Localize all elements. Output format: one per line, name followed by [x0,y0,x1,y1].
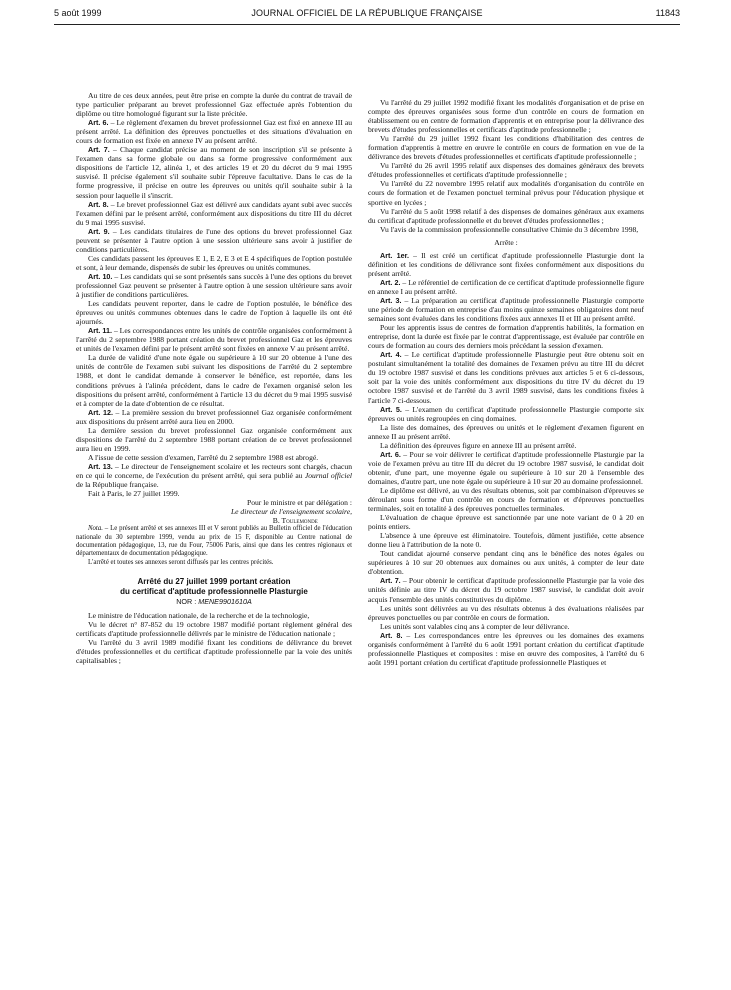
visa: Vu l'arrêté du 29 juillet 1992 modifié fixant les modalités d'organisation et de prise en compte des épreuves organisées sous forme d'un contrôle en cours de formation en établissement ou en centre de formation d'apprentis et en entreprise pour la délivrance des brevets d'études professionnelles et certificats d'aptitude professionnelle ; [368,98,644,135]
journal-title: JOURNAL OFFICIEL DE LA RÉPUBLIQUE FRANÇAISE [251,8,483,18]
article-4: Art. 4. – Le certificat d'aptitude professionnelle Plasturgie peut être obtenu soit en postulant simultanément la totalité des domaines de l'examen prévu au titre III du décret du 19 octobre 1987 susvisé et dans les conditions prévues aux articles 5 et 6 ci-dessous, soit par la voie des unités conformément aux dispositions du titre IV du décret du 19 octobre 1987 susvisé et de l'arrêté du 3 avril 1989 susvisé, dans les conditions fixées à l'article 7 ci-dessous. [368,350,644,405]
article-7: Art. 7. – Pour obtenir le certificat d'aptitude professionnelle Plasturgie par la voie des unités définie au titre IV du décret du 19 octobre 1987 susvisé, le candidat doit avoir acquis l'ensemble des unités constitutives du diplôme. [368,576,644,604]
article-1: Art. 1er. – Il est créé un certificat d'aptitude professionnelle Plasturgie dont la définition et les conditions de délivrance sont fixées conformément aux dispositions du présent arrêté. [368,250,644,278]
signatory-name: B. Toulemonde [272,516,318,526]
article-7: Art. 7. – Chaque candidat précise au moment de son inscription s'il se présente à l'examen dans sa forme globale ou dans sa forme progressive conformément aux dispositions de l'article 12, alinéa 1, et des articles 19 et 20 du décret du 9 mai 1995 susvisé. Il précise également s'il souhaite subir l'épreuve facultative. Dans le cas de la forme progressive, il précise en outre les épreuves ou unités qu'il souhaite subir à la session pour laquelle il s'inscrit. [76,145,353,200]
right-column [368,98,644,667]
article-6: Art. 6. – Pour se voir délivrer le certificat d'aptitude professionnelle Plasturgie par la voie de l'examen prévu au titre III du décret du 19 octobre 1987 susvisé, le candidat doit obtenir, d'une part, une moyenne égale ou supérieure à 10 sur 20 à l'ensemble des domaines, d'autre part, une note égale ou supérieure à 10 sur 20 au domaine professionnel. [368,449,645,486]
paragraph: Le diplôme est délivré, au vu des résultats obtenus, soit par combinaison d'épreuves se déroulant sous forme d'un contrôle en cours de formation et d'épreuves ponctuelles terminales, soit en totalité à des épreuves ponctuelles terminales. [368,485,644,514]
paragraph: Tout candidat ajourné conserve pendant cinq ans le bénéfice des notes égales ou supérieures à 10 sur 20 obtenues aux domaines ou aux unités, à compter de leur date d'obtention. [368,549,644,577]
article-8: Art. 8. – Le brevet professionnel Gaz est délivré aux candidats ayant subi avec succès l'examen défini par le présent arrêté, conformément aux dispositions du titre III du décret du 9 mai 1995 susvisé. [76,199,352,227]
visa: Vu le décret n° 87-852 du 19 octobre 1987 modifié portant règlement général des certificats d'aptitude professionnelle délivrés par le ministre de l'éducation nationale ; [76,619,352,638]
page-header [54,0,680,24]
article-2: Art. 2. – Le référentiel de certification de ce certificat d'aptitude professionnelle figure en annexe I au présent arrêté. [368,277,644,296]
paragraph: Au titre de ces deux années, peut être prise en compte la durée du contrat de travail de type particulier préparant au brevet professionnel Gaz effectuée après l'obtention du diplôme ou titre homologué figurant sur la liste précitée. [76,91,352,119]
paragraph: La durée de validité d'une note égale ou supérieure à 10 sur 20 obtenue à l'une des unités de contrôle de l'examen subi suivant les dispositions de l'arrêté du 2 septembre 1988, et dont le candidat demande à conserver le bénéfice, est reportée, dans les conditions prévues à l'alinéa précédent, dans le cadre de l'examen organisé selon les dispositions du présent arrêté, conformément à l'article 13 du décret du 9 mai 1995 susvisé et à compter de la date d'obtention de ce résultat. [76,353,352,408]
paragraph: La dernière session du brevet professionnel Gaz organisée conformément aux dispositions de l'arrêté du 2 septembre 1988 portant création de ce brevet professionnel aura lieu en 1999. [76,425,352,453]
article-13: Art. 13. – Le directeur de l'enseignement scolaire et les recteurs sont chargés, chacun en ce qui le concerne, de l'exécution du présent arrêté, qui sera publié au Journal officiel de la République française. [76,461,353,490]
arrete-heading: Arrête : [494,237,518,247]
signature-place-date: Fait à Paris, le 27 juillet 1999. [88,489,180,499]
visa: Vu l'arrêté du 22 novembre 1995 relatif aux modalités d'organisation du contrôle en cours de formation et de l'examen ponctuel terminal prévus pour l'éducation physique et sportive en lycées ; [368,179,644,207]
article-8: Art. 8. – Les correspondances entre les épreuves ou les domaines des examens organisés conformément à l'arrêté du 6 août 1991 portant création du certificat d'aptitude professionnelle Plastiques et composites : mise en œuvre des composites, à l'arrêté du 6 août 1991 portant création du certificat d'aptitude professionnelle Plastiques et [368,630,644,667]
article-11: Art. 11. – Les correspondances entre les unités de contrôle organisées conformément à l'arrêté du 2 septembre 1988 portant création du brevet professionnel Gaz et les épreuves et unités de l'examen défini par le présent arrêté sont fixées en annexe V au présent arrêté. [76,326,352,354]
visa: Vu l'arrêté du 29 juillet 1992 fixant les conditions d'habilitation des centres de formation d'apprentis à mettre en œuvre le contrôle en cours de formation en vue de la délivrance des brevets d'études professionnelles et certificats d'aptitude professionnelle ; [368,134,644,162]
paragraph: A l'issue de cette session d'examen, l'arrêté du 2 septembre 1988 est abrogé. [88,452,319,462]
signature-line: Pour le ministre et par délégation : [246,498,352,508]
article-5: Art. 5. – L'examen du certificat d'aptitude professionnelle Plasturgie comporte six épreuves ou unités regroupées en cinq domaines. [368,404,644,423]
paragraph: Les unités sont valables cinq ans à compter de leur délivrance. [380,621,570,631]
left-column [76,91,352,665]
paragraph: L'absence à une épreuve est éliminatoire. Toutefois, dûment justifiée, cette absence donne lieu à l'attribution de la note 0. [368,531,644,550]
article-3: Art. 3. – La préparation au certificat d'aptitude professionnelle Plasturgie comporte une période de formation en entreprise d'au moins quinze semaines obligatoires dont neuf semaines sont évaluées dans les conditions fixées aux annexes II et III au présent arrêté. [368,295,644,324]
signature-title: Le directeur de l'enseignement scolaire, [230,507,352,517]
paragraph: Les candidats peuvent reporter, dans le cadre de l'option postulée, le bénéfice des épreuves ou unités communes obtenues dans le cadre de l'option à laquelle ils ont été ajournés. [76,299,352,327]
nor-reference: NOR : MENE9901610A [176,597,252,607]
paragraph: Le ministre de l'éducation nationale, de la recherche et de la technologie, [88,610,310,620]
paragraph: La définition des épreuves figure en annexe III au présent arrêté. [380,440,577,450]
paragraph: La liste des domaines, des épreuves ou unités et le règlement d'examen figurent en annexe II au présent arrêté. [368,422,644,441]
visa: Vu l'avis de la commission professionnelle consultative Chimie du 3 décembre 1998, [380,224,639,234]
header-date: 5 août 1999 [54,8,102,18]
article-6: Art. 6. – Le règlement d'examen du brevet professionnel Gaz est fixé en annexe III au présent arrêté. La définition des épreuves ponctuelles et des situations d'évaluation en cours de formation est fixée en annexe IV au présent arrêté. [76,118,353,146]
visa: Vu l'arrêté du 3 avril 1989 modifié fixant les conditions de délivrance du brevet d'études professionnelles et du certificat d'aptitude professionnelle par la voie des unités capitalisables ; [76,637,352,665]
article-10: Art. 10. – Les candidats qui se sont présentés sans succès à l'une des options du brevet professionnel Gaz peuvent se présenter à l'autre option à une session ultérieure sans avoir à justifier de conditions particulières. [76,271,352,300]
visa: Vu l'arrêté du 5 août 1998 relatif à des dispenses de domaines généraux aux examens du certificat d'aptitude professionnelle et du brevet d'études professionnelles ; [368,206,644,225]
paragraph: Les unités sont délivrées au vu des résultats obtenus à des évaluations réalisées par épreuves ponctuelles ou par contrôle en cours de formation. [368,603,644,622]
header-rule [54,24,680,25]
page-number: 11843 [655,8,680,18]
article-12: Art. 12. – La première session du brevet professionnel Gaz organisée conformément aux dispositions du présent arrêté aura lieu en 2000. [76,407,353,426]
paragraph: L'évaluation de chaque épreuve est sanctionnée par une note variant de 0 à 20 en points entiers. [368,513,644,532]
visa: Vu l'arrêté du 26 avril 1995 relatif aux dispenses des domaines généraux des brevets d'études professionnelles et certificats d'aptitude professionnelle ; [368,161,644,180]
paragraph: Pour les apprentis issus de centres de formation d'apprentis habilités, la formation en entreprise, dont la durée est fixée par le contrat d'apprentissage, est évaluée par contrôle en cours de formation au cours des derniers mois précédant la session d'examen. [368,323,644,351]
nota-2: L'arrêté et toutes ses annexes seront diffusés par les centres précités. [88,558,274,566]
paragraph: Ces candidats passent les épreuves E 1, E 2, E 3 et E 4 spécifiques de l'option postulée et sont, à leur demande, dispensés de subir les épreuves ou unités communes. [76,253,352,272]
nota: Nota. – Le présent arrêté et ses annexes III et V seront publiés au Bulletin officiel de l'éducation nationale du 30 septembre 1999, vendu au prix de 15 F, disponible au Centre national de documentation pédagogique, 13, rue du Four, 75006 Paris, ainsi que dans les centres régionaux et départementaux de documentation pédagogique. [76,525,352,558]
article-9: Art. 9. – Les candidats titulaires de l'une des options du brevet professionnel Gaz peuvent se présenter à l'autre option à une session ultérieure sans avoir à justifier de conditions particulières. [76,226,352,254]
decree-title: Arrêté du 27 juillet 1999 portant création du certificat d'aptitude professionnelle Plasturgie [120,577,308,596]
